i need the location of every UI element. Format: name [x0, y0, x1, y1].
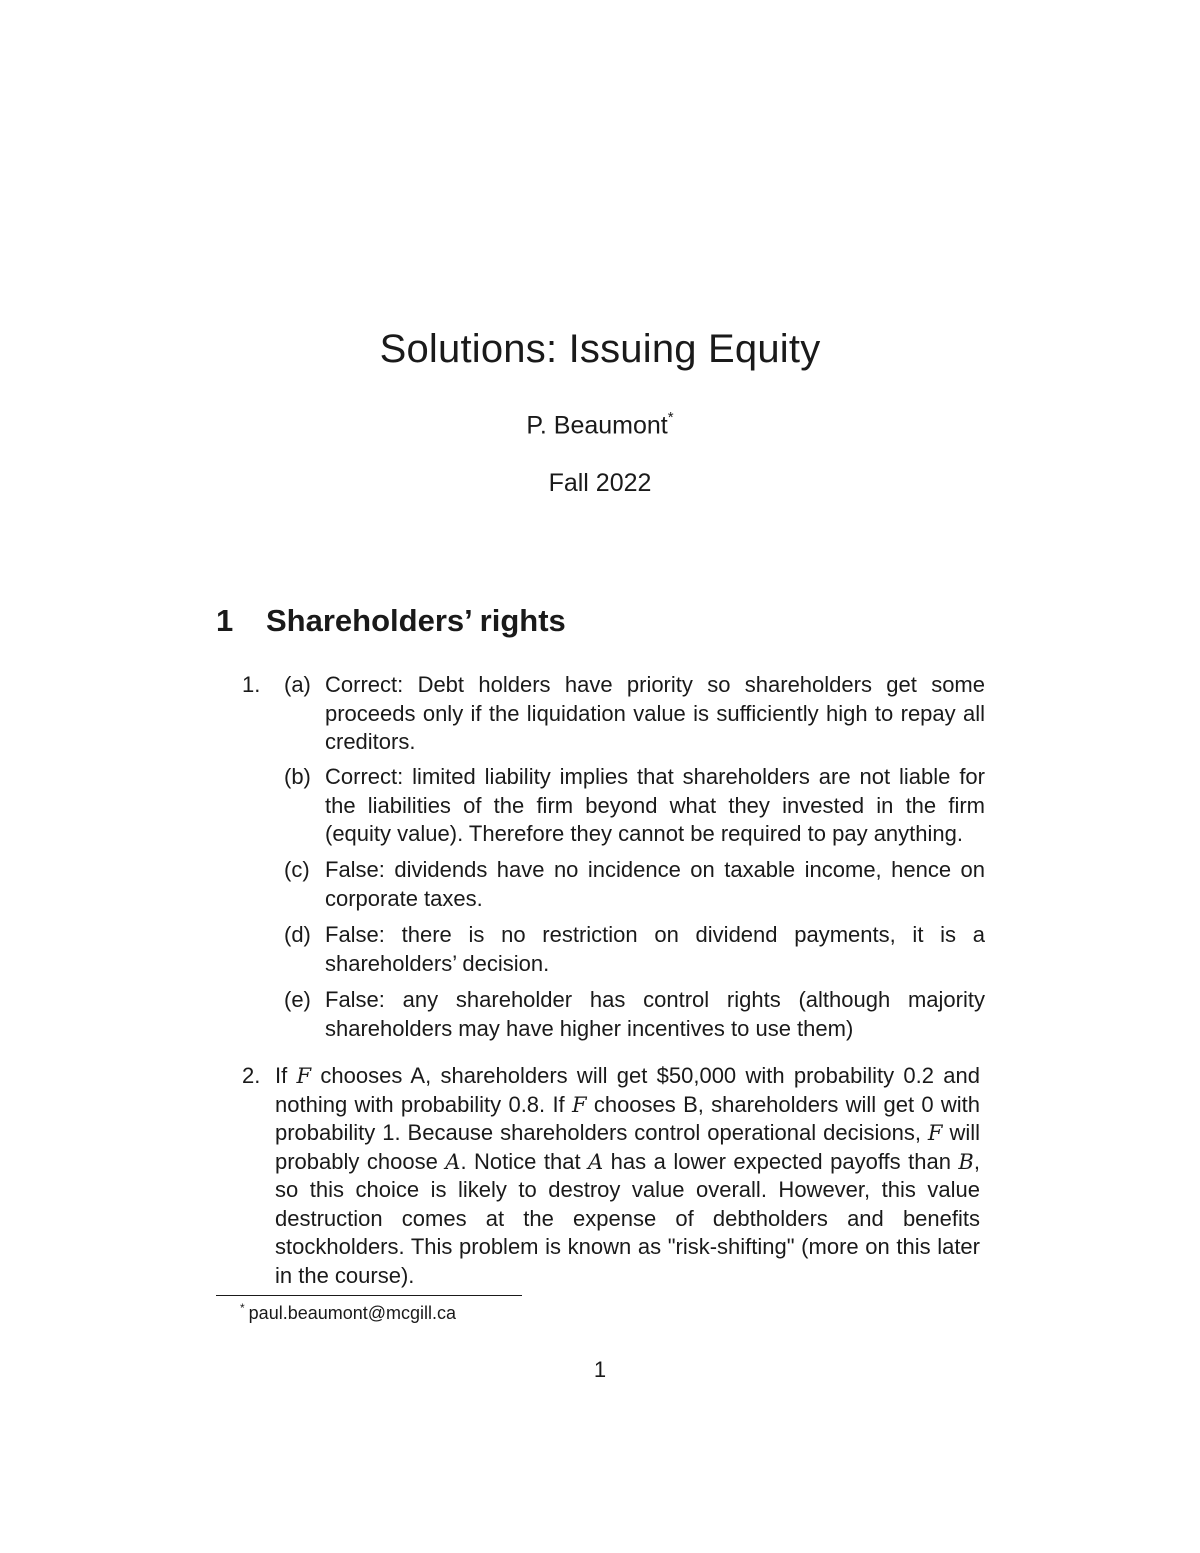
math-symbol: F [296, 1064, 312, 1088]
math-symbol: B [958, 1149, 974, 1174]
math-symbol: A [588, 1149, 604, 1174]
answer-label: (c) [284, 857, 310, 882]
answer-text: Correct: limited liability implies that shareholders are not liable for the liabilities of the firm beyond what they invested in the firm (equity value). Therefore they cannot be required to pay anything. [325, 764, 985, 846]
footnote [240, 1301, 457, 1324]
math-symbol: F [927, 1121, 943, 1145]
answer-label: (d) [284, 922, 311, 947]
document-date: Fall 2022 [548, 469, 652, 497]
section-heading [216, 603, 566, 639]
answer-text: has a lower expected payoffs than [603, 1148, 959, 1174]
author-line [0, 411, 1200, 440]
question-1-number: 1. [242, 672, 261, 697]
footnote-mark: * [240, 1301, 245, 1315]
answer-text: chooses A, shareholders will get $50,000 with probability 0.2 and nothing with probability 0.8. If [275, 1063, 980, 1117]
answer-text: False: dividends have no incidence on taxable income, hence on corporate taxes. [325, 857, 985, 911]
answer-label: (e) [284, 987, 311, 1012]
footnote-rule [216, 1295, 522, 1296]
answer-label: (a) [284, 672, 311, 697]
question-2-number: 2. [242, 1063, 261, 1088]
answer-text: False: any shareholder has control rights (although majority shareholders may have higher incentives to use them) [325, 987, 985, 1041]
answer-text: , so this choice is likely to destroy value overall. However, this value destruction comes at the expense of debtholders and benefits stockholders. This problem is known as "risk-shifting" (more on this later in the course). [275, 1148, 980, 1288]
answer-text: will probably choose [275, 1120, 980, 1174]
section-title: Shareholders’ rights [266, 603, 566, 638]
answer-text: False: there is no restriction on dividend payments, it is a shareholders’ decision. [325, 922, 985, 976]
author-name: P. Beaumont [526, 411, 668, 440]
answer-text: . Notice that [460, 1148, 589, 1174]
answer-text: Correct: Debt holders have priority so shareholders get some proceeds only if the liquidation value is sufficiently high to repay all creditors. [325, 672, 985, 754]
document-title: Solutions: Issuing Equity [379, 327, 821, 371]
footnote-email: paul.beaumont@mcgill.ca [248, 1303, 457, 1323]
author-footnote-mark: * [667, 409, 674, 426]
answer-text: chooses B, shareholders will get 0 with probability 1. Because shareholders control operational decisions, [275, 1091, 980, 1145]
question-2-answer [275, 1062, 980, 1290]
answer-text: If [275, 1063, 297, 1088]
math-symbol: F [571, 1092, 587, 1117]
section-number: 1 [216, 603, 234, 638]
answer-label: (b) [284, 764, 311, 789]
math-symbol: A [445, 1149, 461, 1174]
page-number: 1 [593, 1357, 607, 1382]
